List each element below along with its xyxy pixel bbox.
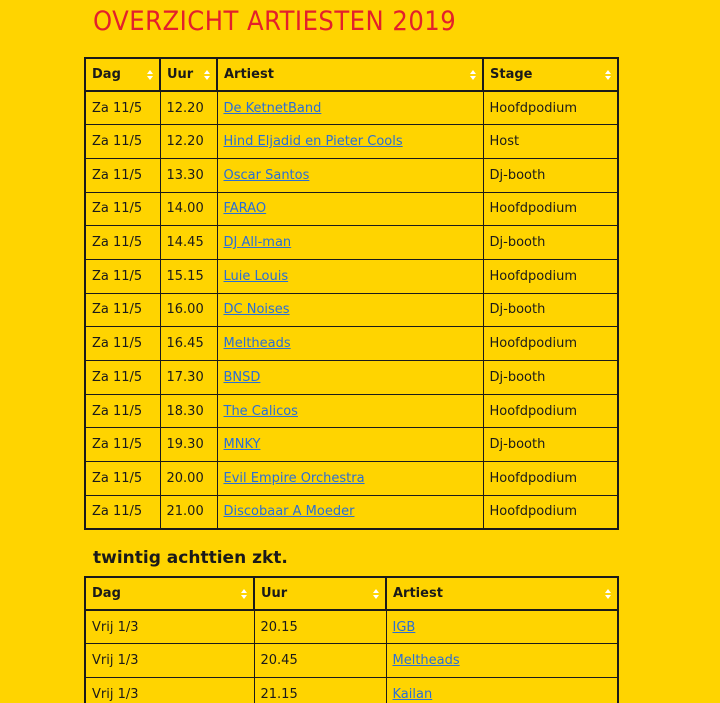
column-header-uur[interactable] (254, 577, 386, 610)
cell-uur: 20.15 (254, 610, 386, 644)
cell-artiest (217, 226, 483, 260)
cell-uur: 14.45 (160, 226, 217, 260)
table-row (85, 495, 618, 529)
cell-stage: Hoofdpodium (483, 495, 618, 529)
column-header-label: Uur (261, 586, 288, 601)
cell-uur: 18.30 (160, 394, 217, 428)
artist-link[interactable]: Luie Louis (223, 268, 289, 284)
column-header-uur[interactable] (160, 58, 217, 91)
cell-stage: Hoofdpodium (483, 462, 618, 496)
column-header-label: Dag (92, 586, 121, 601)
cell-stage: Hoofdpodium (483, 192, 618, 226)
cell-dag: Za 11/5 (85, 394, 160, 428)
artist-link[interactable]: DJ All-man (223, 235, 292, 251)
cell-stage: Hoofdpodium (483, 394, 618, 428)
sort-icon (605, 70, 611, 80)
sort-icon (373, 589, 379, 599)
artist-link[interactable]: MNKY (223, 437, 261, 453)
cell-uur: 12.20 (160, 125, 217, 159)
table-row (85, 226, 618, 260)
cell-artiest (217, 158, 483, 192)
cell-dag: Vrij 1/3 (85, 677, 254, 703)
cell-stage: Dj-booth (483, 361, 618, 395)
artist-link[interactable]: The Calicos (223, 403, 298, 419)
table-row (85, 428, 618, 462)
artist-link[interactable]: Discobaar A Moeder (223, 504, 355, 520)
table-row (85, 91, 618, 125)
cell-dag: Za 11/5 (85, 158, 160, 192)
sort-icon (147, 70, 153, 80)
table-row (85, 259, 618, 293)
cell-artiest (217, 259, 483, 293)
artist-link[interactable]: Meltheads (392, 653, 460, 669)
column-header-label: Dag (92, 67, 121, 82)
cell-uur: 17.30 (160, 361, 217, 395)
cell-stage: Dj-booth (483, 158, 618, 192)
cell-uur: 15.15 (160, 259, 217, 293)
cell-dag: Vrij 1/3 (85, 610, 254, 644)
cell-dag: Za 11/5 (85, 293, 160, 327)
artist-link[interactable]: FARAO (223, 201, 267, 217)
cell-dag: Za 11/5 (85, 462, 160, 496)
section-title: twintig achttien zkt. (93, 548, 288, 568)
artist-link[interactable]: BNSD (223, 369, 261, 385)
cell-artiest (217, 361, 483, 395)
artist-link[interactable]: De KetnetBand (223, 100, 322, 116)
sort-icon (470, 70, 476, 80)
column-header-artiest[interactable] (217, 58, 483, 91)
cell-uur: 19.30 (160, 428, 217, 462)
cell-dag: Za 11/5 (85, 192, 160, 226)
table-row (85, 192, 618, 226)
table-row (85, 361, 618, 395)
cell-stage: Hoofdpodium (483, 91, 618, 125)
cell-uur: 20.00 (160, 462, 217, 496)
column-header-label: Artiest (393, 586, 443, 601)
artist-link[interactable]: Kailan (392, 686, 433, 702)
artist-link[interactable]: Meltheads (223, 336, 291, 352)
artist-link[interactable]: Hind Eljadid en Pieter Cools (223, 134, 403, 150)
cell-artiest (217, 495, 483, 529)
cell-stage: Hoofdpodium (483, 327, 618, 361)
table-row (85, 677, 618, 703)
cell-uur: 21.15 (254, 677, 386, 703)
cell-dag: Za 11/5 (85, 495, 160, 529)
column-header-dag[interactable] (85, 58, 160, 91)
table-header-row (85, 58, 618, 91)
cell-artiest (386, 644, 618, 678)
cell-artiest (217, 327, 483, 361)
table-row (85, 125, 618, 159)
column-header-label: Artiest (224, 67, 274, 82)
column-header-dag[interactable] (85, 577, 254, 610)
cell-dag: Za 11/5 (85, 226, 160, 260)
table-row (85, 394, 618, 428)
cell-artiest (217, 394, 483, 428)
column-header-artiest[interactable] (386, 577, 618, 610)
artist-link[interactable]: IGB (392, 619, 416, 635)
cell-stage: Dj-booth (483, 293, 618, 327)
page-title: OVERZICHT ARTIESTEN 2019 (93, 6, 457, 37)
table-row (85, 644, 618, 678)
sort-icon (241, 589, 247, 599)
cell-uur: 12.20 (160, 91, 217, 125)
cell-uur: 21.00 (160, 495, 217, 529)
cell-stage: Dj-booth (483, 428, 618, 462)
cell-artiest (217, 462, 483, 496)
cell-artiest (217, 125, 483, 159)
cell-dag: Za 11/5 (85, 327, 160, 361)
cell-dag: Za 11/5 (85, 361, 160, 395)
cell-dag: Vrij 1/3 (85, 644, 254, 678)
artists-table (84, 57, 619, 530)
cell-stage: Host (483, 125, 618, 159)
table-row (85, 327, 618, 361)
column-header-label: Stage (490, 67, 533, 82)
sort-icon (204, 70, 210, 80)
cell-stage: Dj-booth (483, 226, 618, 260)
artist-link[interactable]: Oscar Santos (223, 167, 310, 183)
table-row (85, 462, 618, 496)
artist-link[interactable]: DC Noises (223, 302, 290, 318)
sort-icon (605, 589, 611, 599)
cell-dag: Za 11/5 (85, 125, 160, 159)
cell-uur: 20.45 (254, 644, 386, 678)
cell-artiest (386, 677, 618, 703)
artist-link[interactable]: Evil Empire Orchestra (223, 470, 365, 486)
cell-artiest (217, 91, 483, 125)
table-row (85, 293, 618, 327)
cell-uur: 16.00 (160, 293, 217, 327)
cell-uur: 13.30 (160, 158, 217, 192)
cell-artiest (386, 610, 618, 644)
cell-stage: Hoofdpodium (483, 259, 618, 293)
table-row (85, 610, 618, 644)
column-header-label: Uur (167, 67, 194, 82)
cell-artiest (217, 293, 483, 327)
cell-dag: Za 11/5 (85, 428, 160, 462)
table-row (85, 158, 618, 192)
cell-uur: 16.45 (160, 327, 217, 361)
second-artists-table (84, 576, 619, 703)
column-header-stage[interactable] (483, 58, 618, 91)
cell-dag: Za 11/5 (85, 91, 160, 125)
cell-artiest (217, 428, 483, 462)
table-header-row (85, 577, 618, 610)
cell-dag: Za 11/5 (85, 259, 160, 293)
cell-artiest (217, 192, 483, 226)
cell-uur: 14.00 (160, 192, 217, 226)
